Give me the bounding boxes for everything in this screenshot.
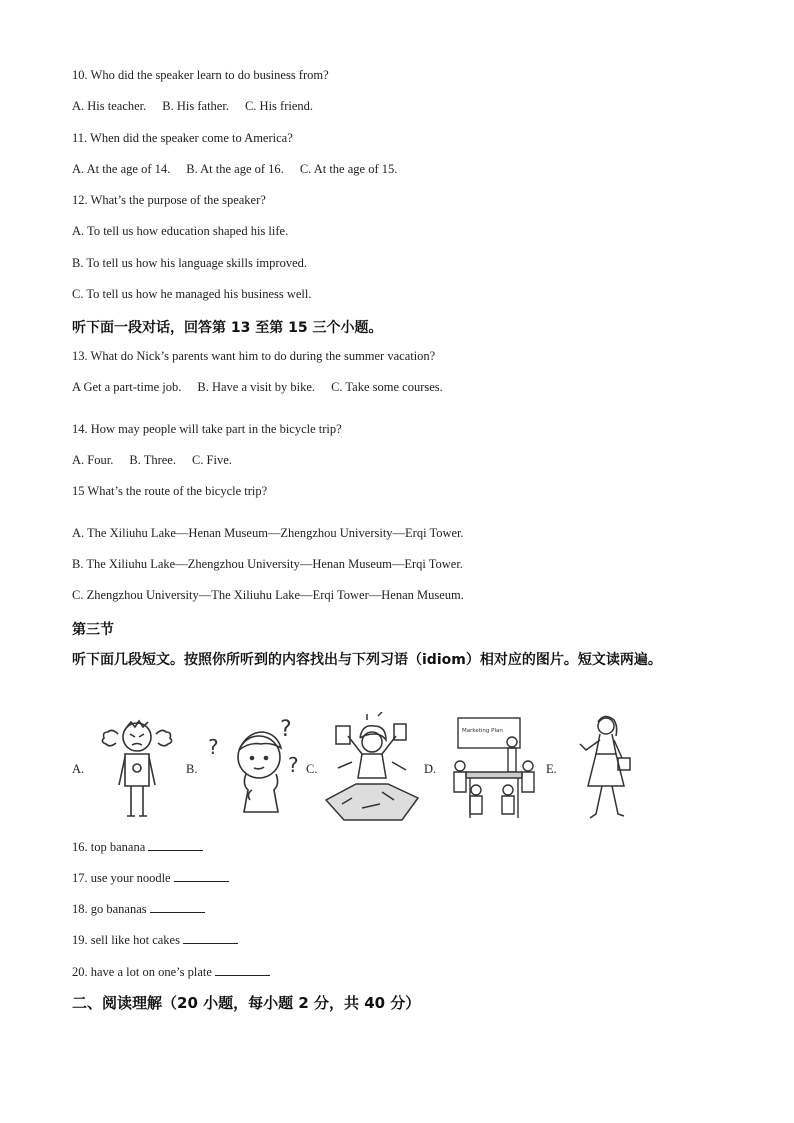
option-a: A Get a part-time job. <box>72 380 182 394</box>
option-a: A. His teacher. <box>72 99 147 113</box>
option-b: B. At the age of 16. <box>186 162 284 176</box>
option-a: A. At the age of 14. <box>72 162 171 176</box>
answer-blank[interactable] <box>174 869 229 882</box>
question-14-stem: 14. How may people will take part in the bicycle trip? <box>72 422 342 436</box>
idiom-17: 17. use your noodle <box>72 869 229 886</box>
idiom-20: 20. have a lot on one’s plate <box>72 963 270 980</box>
option-c: C. Take some courses. <box>331 380 443 394</box>
section-3-instruction: 听下面几段短文。按照你所听到的内容找出与下列习语（idiom）相对应的图片。短文读两遍。 <box>72 652 662 668</box>
option-c: C. At the age of 15. <box>299 162 398 176</box>
busy-woman-icon <box>322 712 422 824</box>
meeting-icon <box>442 712 542 824</box>
section-3-title: 第三节 <box>72 622 114 638</box>
picture-label-d: D. <box>424 762 437 776</box>
option-b: B. Three. <box>129 453 176 467</box>
question-11-stem: 11. When did the speaker come to America? <box>72 131 293 145</box>
option-c: C. Five. <box>191 453 232 467</box>
svg-text:?: ? <box>288 753 299 777</box>
question-15-option-b: B. The Xiliuhu Lake—Zhengzhou University—Henan Museum—Erqi Tower. <box>72 557 463 571</box>
idiom-18: 18. go bananas <box>72 900 205 917</box>
svg-text:?: ? <box>280 717 292 742</box>
confused-boy-icon <box>204 712 304 822</box>
walking-woman-icon <box>566 712 646 824</box>
answer-blank[interactable] <box>215 963 270 976</box>
question-15-option-a: A. The Xiliuhu Lake—Henan Museum—Zhengzhou University—Erqi Tower. <box>72 526 464 540</box>
answer-blank[interactable] <box>148 838 203 851</box>
question-10-options <box>72 99 313 114</box>
picture-label-c: C. <box>306 762 318 776</box>
question-15-option-c: C. Zhengzhou University—The Xiliuhu Lake—Erqi Tower—Henan Museum. <box>72 588 464 602</box>
option-c: C. His friend. <box>244 99 314 113</box>
part-2-title: 二、阅读理解（20 小题，每小题 2 分，共 40 分） <box>72 994 421 1012</box>
question-12-option-c: C. To tell us how he managed his business well. <box>72 287 312 301</box>
picture-options-row <box>72 712 672 824</box>
section-heading-13-15: 听下面一段对话，回答第 13 至第 15 三个小题。 <box>72 320 383 336</box>
answer-blank[interactable] <box>183 931 238 944</box>
answer-blank[interactable] <box>150 900 205 913</box>
question-11-options <box>72 162 397 177</box>
idiom-16: 16. top banana <box>72 838 203 855</box>
picture-label-a: A. <box>72 762 85 776</box>
question-13-options <box>72 380 443 395</box>
question-14-options <box>72 453 232 468</box>
svg-text:?: ? <box>208 735 219 759</box>
picture-label-e: E. <box>546 762 557 776</box>
option-b: B. Have a visit by bike. <box>197 380 316 394</box>
question-13-stem: 13. What do Nick’s parents want him to do during the summer vacation? <box>72 349 436 363</box>
question-10-stem: 10. Who did the speaker learn to do business from? <box>72 68 329 82</box>
picture-label-b: B. <box>186 762 198 776</box>
option-a: A. Four. <box>72 453 114 467</box>
angry-boy-icon <box>90 712 185 822</box>
question-12-stem: 12. What’s the purpose of the speaker? <box>72 193 266 207</box>
question-12-option-a: A. To tell us how education shaped his life. <box>72 224 289 238</box>
meeting-board-text: Marketing Plan <box>462 728 503 734</box>
idiom-19: 19. sell like hot cakes <box>72 931 238 948</box>
question-12-option-b: B. To tell us how his language skills improved. <box>72 256 307 270</box>
option-b: B. His father. <box>162 99 229 113</box>
question-15-stem: 15 What’s the route of the bicycle trip? <box>72 484 268 498</box>
